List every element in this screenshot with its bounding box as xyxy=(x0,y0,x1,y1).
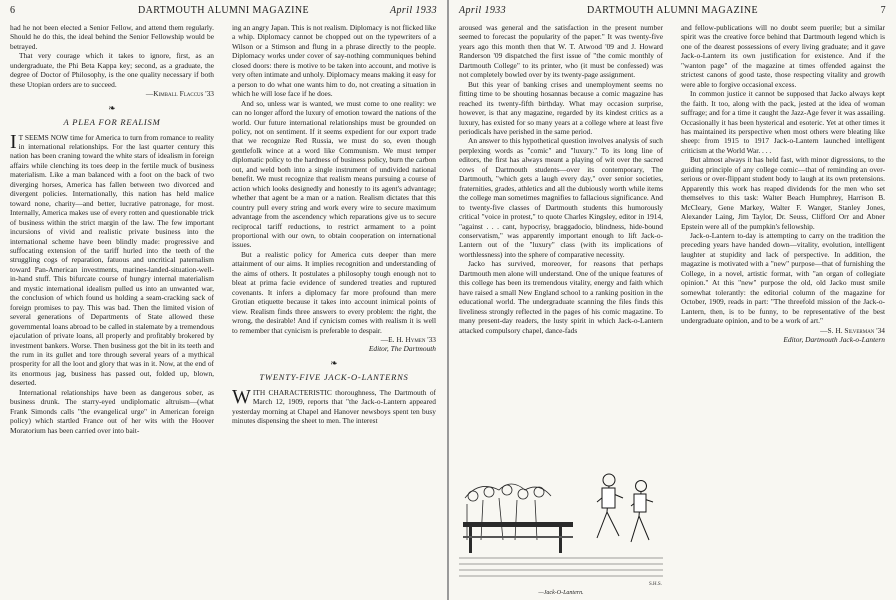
illustration-caption: —Jack-O-Lantern. xyxy=(538,590,584,596)
right-column-1 xyxy=(459,23,663,335)
paragraph: and fellow-publications will no doubt seem puerile; but a similar spirit was the creative force behind that Dartmouth legend which is one of the dearest possessions of every living graduate; and it gave Jack-o-Lantern its own justification for existence. And if the "wanton page" of the magazine at times offended against the strictest canons of good taste, those respecting vitality and growth were able to forgive occasional excess. xyxy=(681,23,885,89)
ornament-icon: ❧ xyxy=(330,357,338,368)
paragraph: had he not been elected a Senior Fellow, and attend them regularly. Should he do this, the ideal behind the Senior Fellowship would be betrayed. xyxy=(10,23,214,51)
paragraph-text: time for America to turn from romance to reality in international relationships. For the last quarter century this nation has been craning toward the white stars of idealism in foreign affairs while clenching its toes deep in the fertile muck of business materialism. Like a man balanced with a foot on the back of two diverging horses, America has fallen between two divorced and divergent policies. Internationally, this nation has held malice toward none, charity—and better, lucrative patronage, for most. Internally, America makes use of every rotten and questionable trick of business within the strict margin of the law. The few important incursions of vivid and realistic private business into the international scheme have been blindly made: progressive and suffocating extension of the tariff hurled into the teeth of the struggling cogs of reparation, fatuous and uncritical paternalism toward Pan-American investments, marines-landed-situation-well-in-hand stuff. This bifurcate course of hungry internal materialism and mystic international idealism pulled us into an unwanted war, the conclusion of which found us holding a seam-cracking sack of foreign promises to pay. This was bad. Then the limited vision of several generations of Departments of State allowed these governmental loans abroad to be called in stalemate by a tremendous ejaculation of private loans, all properly and profitably brokered by investment bankers. Worse. Then business got the bit in its teeth and the rum in its gullet and tore through several years of a mythical prosperity for all the loot and glory that was in it. Now, at the end of its enormous jag, business has passed out, folded up, blown, deserted. xyxy=(10,132,214,388)
right-column-2 xyxy=(681,23,885,344)
lead-in: ITH CHARACTERISTIC xyxy=(252,387,332,397)
drop-cap: I xyxy=(10,130,17,153)
paragraph-text: thoroughness, The Dartmouth of March 12, 1909, reports that "the Jack-o-Lantern appeared yesterday morning at Chapel and Hanover newsboys spent ten busy minutes dispensing the sheet to men. The interest xyxy=(232,387,436,426)
paragraph xyxy=(10,130,214,388)
author-signature: —S. H. Silverman '34 xyxy=(820,325,885,335)
left-column-1 xyxy=(10,23,214,435)
page-number: 6 xyxy=(10,5,16,16)
paragraph xyxy=(232,385,436,426)
left-column-2 xyxy=(232,23,436,426)
paragraph: But a realistic policy for America cuts deeper than mere attainment of our aims. It implies recognition and understanding of the aims of others. It postulates a philosophy tough enough not to bleat at prima facie evidence of sundered treaties and ruptured covenants. It infers a diplomacy far more profound than mere Grotian etiquette because it takes into account inimical points of view. Realism finds three answers to every problem: the right, the wrong, the desirable! And if cynicism comes with realism it is well to remember that cynicism is preferable to despair. xyxy=(232,249,436,335)
page-number: 7 xyxy=(880,5,886,16)
illustration-signature: S.H.S. xyxy=(649,582,662,587)
magazine-title: DARTMOUTH ALUMNI MAGAZINE xyxy=(137,5,310,16)
issue-date: April 1933 xyxy=(389,5,437,16)
paragraph: aroused was general and the satisfaction in the present number seemed to forecast the popularity of the paper." It was twenty-five years ago this month then that W. T. Atwood '09 and J. Howard Randerson '09 dispatched the first issue of "the comic monthly of Dartmouth College" to its printer, who (it must be confessed) was not completely bowled over by its twenty-page assignment. xyxy=(459,23,663,80)
author-title: Editor, Dartmouth Jack-o-Lantern xyxy=(783,334,885,344)
section-title: A PLEA FOR REALISM xyxy=(63,117,161,128)
paragraph: In common justice it cannot be supposed that Jacko always kept the faith. It too, along with the pack, jested at the idea of woman suffrage; and for a time it caught the Jazz-Age fever it was assailing. Occasionally it has been hysterical and esoteric. Yet at other times it has maintained its perspective when most others were bleating like sheep: from 1915 to 1917 Jack-o-Lantern launched intelligent criticism at the World War. . . . xyxy=(681,89,885,155)
paragraph: But this year of banking crises and unemployment seems no fitting time to be shouting hosannas because a comic magazine has reached its twenty-fifth birthday. What may occasion surprise, however, is that any magazine, regarded by its kindest critics as a luxury, has existed for so many years at a college where at least five periodicals have perished in the same period. xyxy=(459,79,663,136)
author-title: Editor, The Dartmouth xyxy=(368,344,436,354)
magazine-title: DARTMOUTH ALUMNI MAGAZINE xyxy=(586,5,759,16)
right-page xyxy=(449,0,896,600)
ornament-icon: ❧ xyxy=(108,102,116,113)
cartoon-illustration xyxy=(459,440,663,590)
author-signature: —E. H. Hymen '33 xyxy=(380,334,436,344)
paragraph: That very courage which it takes to ignore, first, as an undergraduate, the Phi Beta Kappa key; second, as a graduate, the degree of Doctor of Philosophy, is the one quality necessary if both these Utopian orders are to succeed. xyxy=(10,51,214,89)
issue-date: April 1933 xyxy=(459,5,507,16)
drop-cap: W xyxy=(232,385,251,408)
lead-in: T SEEMS NOW xyxy=(18,132,69,142)
paragraph: An answer to this hypothetical question involves analysis of such perplexing words as "comic" and "luxury." To its long line of editors, the first has always meant a playing of wit over the sacred cows of Dartmouth students—over its contemporary, The Dartmouth, "which gets a laugh every day," over senior societies, fraternities, grades, athletics and all the dubiously worth while items the college man sometimes magnifies to fallacious significance. And to twenty-five classes of Dartmouth students this humorously critical "voice in protest," to quote Charles Kingsley, editor in 1914, "against . . . cant, hypocrisy, braggadocio, blindness, hide-bound conservatism," was apparently important enough to lift Jack-o-Lantern out of the "luxury" class (with its implications of worthlessness) into the sphere of comparative necessity. xyxy=(459,136,663,259)
paragraph: Jacko has survived, moreover, for reasons that perhaps Dartmouth men alone will understand. One of the unique features of this college has been its tremendous vitality, energy and faith which have raised a small New England school to a ranking position in the educational world. The undergraduate scanning the files finds this liveliness strongly reflected in the pages of his comic magazine. To many present-day readers, the lusty spirit in which Jack-o-Lantern attacked compulsory chapel, dance-fads xyxy=(459,259,663,335)
paragraph: International relationships have been as dangerous sober, as business drunk. The starry-eyed undiplomatic altruism—(what Frank Simonds calls "the evangelical urge" in American foreign policy) which startled France out of her wits with the Hoover Moratorium has been carried over into bait- xyxy=(10,387,214,435)
left-page-header xyxy=(10,5,437,19)
paragraph: And so, unless war is wanted, we must come to one reality: we can no longer afford the luxury of emotion toward the nations of the world. Our future international relationships must be grounded on policy, not on sentiment. If it seems expedient for our export trade that we recognize Red Russia, we must do so, even though gentlefolk wince at a word like Communism. We must temper diplomatic policy to the hardness of business policy, burn the carbon out, and weld both into a single instrument of undivided national benefit. We must recognize that realism means pursuing a course of action which looks designedly and honestly to its agent's advantage; whether that agent be a man or a nation. Realism dictates that this country pull every string and work every wire to secure maximum advantage from the ascendency which reparations give us to secure reciprocal tariff reductions, to restrict armament to a point proportional with our own, to obtain cooperation on international issues. xyxy=(232,98,436,250)
section-title: TWENTY-FIVE JACK-O-LANTERNS xyxy=(259,372,409,383)
paragraph: Jack-o-Lantern to-day is attempting to carry on the tradition the preceding years have handed down—vitality, evolution, intelligent laughter at stupidity and lack of perspective. In addition, the magazine is motivated with a "new" purpose—that of furnishing the College, in a novel, artistic format, with "an organ of collegiate opinion." At this "new" purpose the old, old Jacko must smile somewhat tolerantly: the editorial column of the magazine for October, 1909, reads in part: "The threefold mission of the Jack-o-Lantern, then, is to be funny, to be representative of the best undergraduate opinion, and to be a work of art." xyxy=(681,230,885,326)
paragraph: But almost always it has held fast, with minor digressions, to the guiding principle of any college comic—that of reminding an over-serious or over-flippant student body to laugh at its own pretensions. Apparently this work has reaped dividends for the men who set themselves to this task: Walter Beach Humphrey, Harrison B. McCleary, Gene Markey, Walter F. Wanger, Stanley Jones, Alexander Laing, Jim Taylor, Dr. Seuss, Clifford Orr and Abner Epstein were all of the pumpkin's fellowship. xyxy=(681,155,885,231)
left-page xyxy=(0,0,447,600)
paragraph: ing an angry Japan. This is not realism. Diplomacy is not flicked like a whip. Diplomacy cannot be chopped out on the typewriters of a Wilson or a Stimson and flung in a phrase directly to the people. Diplomacy works under cover of say-nothing communiques behind closed doors: there is motive to be taken into account, and motive is very often intimate and unholy. Diplomacy means making it easy for a person to do what one wants him to do, not creating a situation in which he will lose face if he does. xyxy=(232,23,436,99)
author-signature: —Kimball Flaccus '33 xyxy=(145,89,214,99)
right-page-header xyxy=(459,5,886,19)
